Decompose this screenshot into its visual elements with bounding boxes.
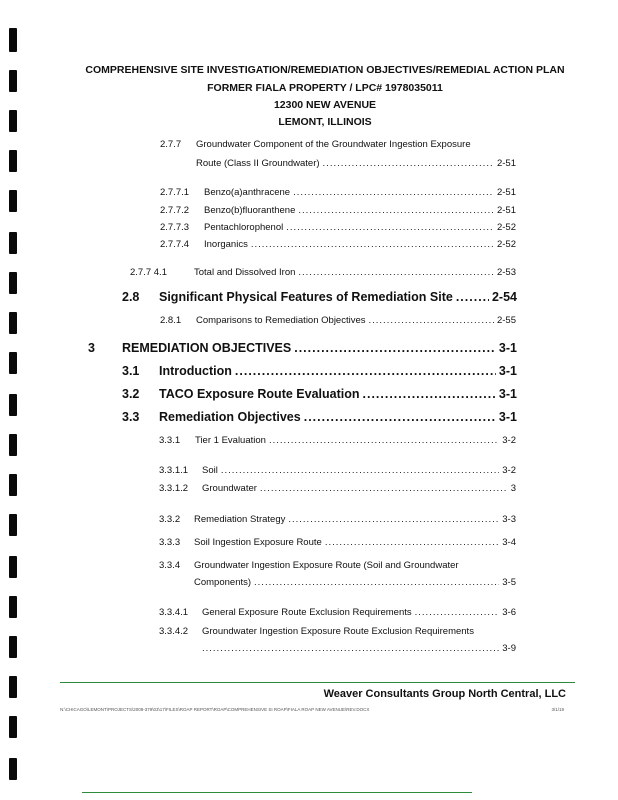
leader-dots [325, 537, 499, 548]
section-number: 3.3.3 [159, 537, 181, 548]
toc-entry-2-7-7-2 [160, 205, 516, 216]
binder-hole [9, 110, 17, 132]
leader-dots [202, 643, 499, 654]
section-number: 3.3.4 [159, 560, 181, 571]
section-title: Components) [194, 577, 252, 588]
section-title: TACO Exposure Route Evaluation [159, 387, 360, 401]
page-number: 2-52 [496, 239, 516, 250]
toc-entry-2-7-7-4 [160, 239, 516, 250]
leader-dots [260, 483, 508, 494]
section-title: General Exposure Route Exclusion Requirements [202, 607, 412, 618]
leader-dots [254, 577, 499, 588]
section-number: 2.7.7 [160, 139, 182, 150]
binder-hole [9, 352, 17, 374]
binder-hole [9, 758, 17, 780]
section-title: Groundwater Ingestion Exposure Route Exclusion Requirements [202, 626, 474, 637]
binder-hole [9, 676, 17, 698]
toc-entry-2-7-7-1 [160, 187, 516, 198]
section-number: 3.3.1.1 [159, 465, 189, 476]
section-number: 3.2 [122, 387, 140, 401]
page-number: 3-9 [502, 643, 516, 654]
toc-entry-3-3-1-2 [159, 483, 516, 494]
leader-dots [415, 607, 500, 618]
page-number: 3-1 [498, 387, 517, 401]
page-number: 3-2 [502, 435, 516, 446]
binder-hole [9, 596, 17, 618]
binder-hole [9, 70, 17, 92]
binder-hole [9, 556, 17, 578]
toc-entry-3-3-4-2-line1 [159, 626, 516, 637]
leader-dots [235, 364, 496, 378]
page-number: 2-54 [491, 290, 517, 304]
toc-entry-3-3-1 [159, 435, 516, 446]
section-title: Groundwater Ingestion Exposure Route (Soil and Groundwater [194, 560, 459, 571]
toc-entry-2-7-7-4-1 [130, 267, 516, 278]
section-title: Benzo(a)anthracene [204, 187, 291, 198]
toc-entry-3-2 [122, 387, 517, 401]
leader-dots [251, 239, 494, 250]
page-number: 2-51 [496, 187, 516, 198]
section-title: Total and Dissolved Iron [194, 267, 296, 278]
section-title: Significant Physical Features of Remediation Site [159, 290, 453, 304]
section-title: Route (Class II Groundwater) [196, 158, 320, 169]
section-title: Soil Ingestion Exposure Route [194, 537, 322, 548]
page-number: 2-51 [496, 205, 516, 216]
leader-dots [298, 267, 494, 278]
leader-dots [304, 410, 496, 424]
footer-date: 3/1/19 [551, 707, 564, 712]
section-number: 3.3.1.2 [159, 483, 189, 494]
firm-name: Weaver Consultants Group North Central, LLC [323, 688, 566, 700]
page-number: 3 [510, 483, 516, 494]
section-title: Remediation Objectives [159, 410, 301, 424]
bottom-rule [82, 792, 472, 793]
section-title: Pentachlorophenol [204, 222, 284, 233]
section-title: Introduction [159, 364, 232, 378]
binder-hole [9, 434, 17, 456]
property-name: FORMER FIALA PROPERTY / LPC# 1978035011 [207, 82, 443, 94]
toc-entry-3-3-4-1 [159, 607, 516, 618]
toc-entry-3 [88, 341, 517, 355]
section-number: 2.7.7.3 [160, 222, 190, 233]
section-title: Inorganics [204, 239, 248, 250]
section-number: 2.8.1 [160, 315, 182, 326]
section-title: Comparisons to Remediation Objectives [196, 315, 366, 326]
section-title: Groundwater Component of the Groundwater Ingestion Exposure [196, 139, 471, 150]
toc-entry-3-3-2 [159, 514, 516, 525]
leader-dots [323, 158, 494, 169]
binder-hole [9, 636, 17, 658]
toc-entry-2-7-7-3 [160, 222, 516, 233]
section-title: Tier 1 Evaluation [195, 435, 266, 446]
binder-hole [9, 514, 17, 536]
report-title: COMPREHENSIVE SITE INVESTIGATION/REMEDIATION OBJECTIVES/REMEDIAL ACTION PLAN [85, 64, 565, 76]
page-number: 3-1 [498, 364, 517, 378]
page-number: 3-3 [502, 514, 516, 525]
leader-dots [369, 315, 494, 326]
binder-hole [9, 312, 17, 334]
page-number: 2-51 [496, 158, 516, 169]
toc-entry-3-3 [122, 410, 517, 424]
leader-dots [294, 341, 496, 355]
section-number: 2.7.7.1 [160, 187, 190, 198]
section-number: 3 [88, 341, 95, 355]
binder-hole [9, 232, 17, 254]
section-number: 2.7.7.2 [160, 205, 190, 216]
binder-hole [9, 394, 17, 416]
binder-hole [9, 150, 17, 172]
leader-dots [288, 514, 499, 525]
section-number: 2.7.7.4 [160, 239, 190, 250]
binder-hole [9, 716, 17, 738]
toc-entry-2-7-7-line2 [196, 158, 516, 169]
toc-entry-2-8-1 [160, 315, 516, 326]
page-number: 3-2 [502, 465, 516, 476]
leader-dots [293, 187, 494, 198]
toc-entry-3-3-4-line2 [194, 577, 516, 588]
page-number: 2-52 [496, 222, 516, 233]
page-number: 3-5 [502, 577, 516, 588]
section-number: 3.3.1 [159, 435, 181, 446]
page-number: 3-4 [502, 537, 516, 548]
toc-entry-2-7-7-line1 [160, 139, 516, 150]
section-title: Groundwater [202, 483, 257, 494]
binder-hole [9, 474, 17, 496]
section-title: REMEDIATION OBJECTIVES [122, 341, 292, 355]
leader-dots [456, 290, 489, 304]
page-number: 3-1 [498, 341, 517, 355]
leader-dots [269, 435, 499, 446]
toc-entry-3-3-4-2-line2 [202, 643, 516, 654]
binder-hole [9, 272, 17, 294]
section-number: 3.3.2 [159, 514, 181, 525]
section-number: 2.8 [122, 290, 140, 304]
section-number: 3.3.4.1 [159, 607, 189, 618]
section-title: Remediation Strategy [194, 514, 286, 525]
section-title: Benzo(b)fluoranthene [204, 205, 296, 216]
toc-entry-3-3-1-1 [159, 465, 516, 476]
leader-dots [363, 387, 496, 401]
section-title: Soil [202, 465, 218, 476]
section-number: 3.3.4.2 [159, 626, 189, 637]
leader-dots [286, 222, 494, 233]
city-state: LEMONT, ILLINOIS [278, 116, 372, 128]
leader-dots [221, 465, 499, 476]
leader-dots [298, 205, 494, 216]
section-number: 2.7.7 4.1 [130, 267, 167, 278]
toc-entry-3-1 [122, 364, 517, 378]
binder-hole [9, 190, 17, 212]
toc-entry-3-3-3 [159, 537, 516, 548]
toc-entry-2-8 [122, 290, 517, 304]
page-number: 3-1 [498, 410, 517, 424]
binder-hole [9, 28, 17, 52]
street-address: 12300 NEW AVENUE [273, 99, 377, 111]
page-number: 2-53 [496, 267, 516, 278]
section-number: 3.3 [122, 410, 140, 424]
toc-entry-3-3-4-line1 [159, 560, 516, 571]
page-number: 3-6 [502, 607, 516, 618]
file-path: N:\CHICAGO\LEMONT\PROJECTS\2009-379\03\17\FILES\ROAP REPORT\ROAP\COMPREHENSIVE SI ROAP\FIALA ROAP NEW AVENUE\REV.DOCX [60, 707, 370, 712]
page-number: 2-55 [496, 315, 516, 326]
section-number: 3.1 [122, 364, 140, 378]
footer-rule [60, 682, 575, 683]
